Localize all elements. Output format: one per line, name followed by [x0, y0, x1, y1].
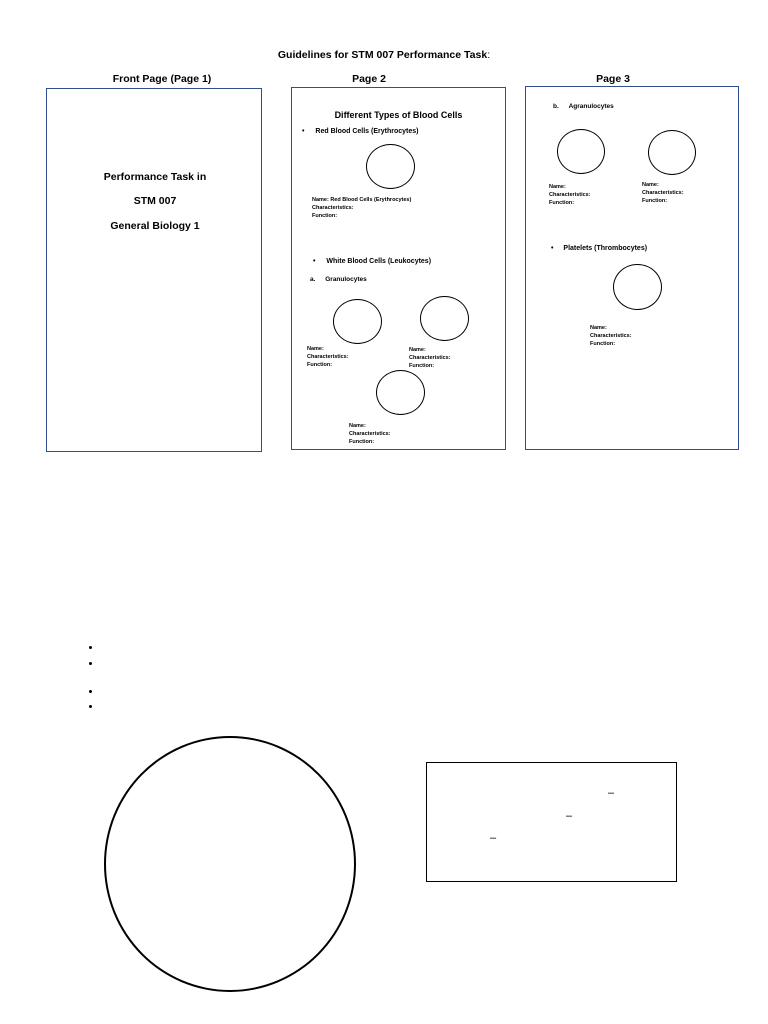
column-title-page3: Page 3: [596, 73, 630, 85]
granulocyte-2-name: Name:: [409, 347, 426, 353]
bullet-dot-3: [89, 690, 92, 693]
granulocyte-2-function: Function:: [409, 363, 435, 369]
bullet-dot-2: [89, 662, 92, 665]
bullet-dot-1: [89, 646, 92, 649]
platelet-function: Function:: [590, 341, 616, 347]
agranulocytes-heading-row: [553, 103, 614, 110]
granulocyte-1-function: Function:: [307, 362, 333, 368]
granulocyte-label-1: [307, 345, 349, 369]
page2-title: Different Types of Blood Cells: [334, 110, 463, 120]
agranulocytes-marker: b.: [553, 103, 559, 110]
granulocyte-circle-2: [420, 296, 469, 341]
rbc-circle: [366, 144, 415, 189]
granulocyte-circle-1: [333, 299, 382, 344]
granulocyte-circle-3: [376, 370, 425, 415]
platelet-circle: [613, 264, 662, 310]
rbc-heading: Red Blood Cells (Erythrocytes): [315, 128, 419, 135]
agranulocyte-2-name: Name:: [642, 182, 659, 188]
rbc-label: [312, 196, 411, 220]
box-dash-2: –: [566, 810, 573, 822]
platelets-heading: Platelets (Thrombocytes): [563, 245, 648, 252]
platelets-bullet: •: [551, 245, 554, 252]
page3-panel: [525, 86, 739, 450]
front-page-panel: [46, 88, 262, 452]
large-circle: [104, 736, 356, 992]
agranulocyte-label-1: [549, 183, 591, 207]
front-page-line2: STM 007: [133, 195, 177, 207]
front-page-line3: General Biology 1: [110, 220, 200, 232]
granulocyte-label-3: [349, 422, 391, 446]
platelet-characteristics: Characteristics:: [590, 333, 632, 339]
granulocyte-1-characteristics: Characteristics:: [307, 354, 349, 360]
rbc-bullet: •: [302, 128, 305, 135]
wbc-bullet: •: [313, 258, 316, 265]
rbc-label-characteristics: Characteristics:: [312, 205, 354, 211]
platelet-label: [590, 324, 632, 348]
front-page-line1: Performance Task in: [103, 171, 207, 183]
rbc-label-name: Name: Red Blood Cells (Erythrocytes): [312, 197, 412, 203]
box-dash-1: –: [608, 787, 615, 799]
agranulocyte-2-function: Function:: [642, 198, 668, 204]
granulocytes-heading-row: [310, 276, 367, 283]
wbc-heading: White Blood Cells (Leukocytes): [326, 258, 432, 265]
agranulocyte-1-name: Name:: [549, 184, 566, 190]
heading-colon: :: [487, 49, 491, 61]
granulocyte-3-function: Function:: [349, 439, 375, 445]
platelet-name: Name:: [590, 325, 607, 331]
rbc-heading-row: [302, 128, 418, 135]
agranulocyte-label-2: [642, 181, 684, 205]
agranulocyte-circle-1: [557, 129, 605, 174]
agranulocyte-2-characteristics: Characteristics:: [642, 190, 684, 196]
granulocytes-marker: a.: [310, 276, 316, 283]
granulocyte-3-characteristics: Characteristics:: [349, 431, 391, 437]
granulocytes-heading: Granulocytes: [325, 276, 367, 283]
platelets-heading-row: [551, 245, 647, 252]
wbc-heading-row: [313, 258, 431, 265]
bullet-dot-4: [89, 705, 92, 708]
column-title-page1: Front Page (Page 1): [112, 73, 212, 85]
rbc-label-function: Function:: [312, 213, 338, 219]
agranulocyte-1-function: Function:: [549, 200, 575, 206]
granulocyte-label-2: [409, 346, 451, 370]
agranulocyte-1-characteristics: Characteristics:: [549, 192, 591, 198]
agranulocytes-heading: Agranulocytes: [568, 103, 614, 110]
box-dash-3: –: [490, 832, 497, 844]
document-heading: [0, 49, 768, 61]
granulocyte-2-characteristics: Characteristics:: [409, 355, 451, 361]
page2-panel: [291, 87, 506, 450]
agranulocyte-circle-2: [648, 130, 696, 175]
heading-title: Guidelines for STM 007 Performance Task: [277, 49, 488, 61]
column-title-page2: Page 2: [352, 73, 386, 85]
granulocyte-1-name: Name:: [307, 346, 324, 352]
granulocyte-3-name: Name:: [349, 423, 366, 429]
lower-box: [426, 762, 677, 882]
